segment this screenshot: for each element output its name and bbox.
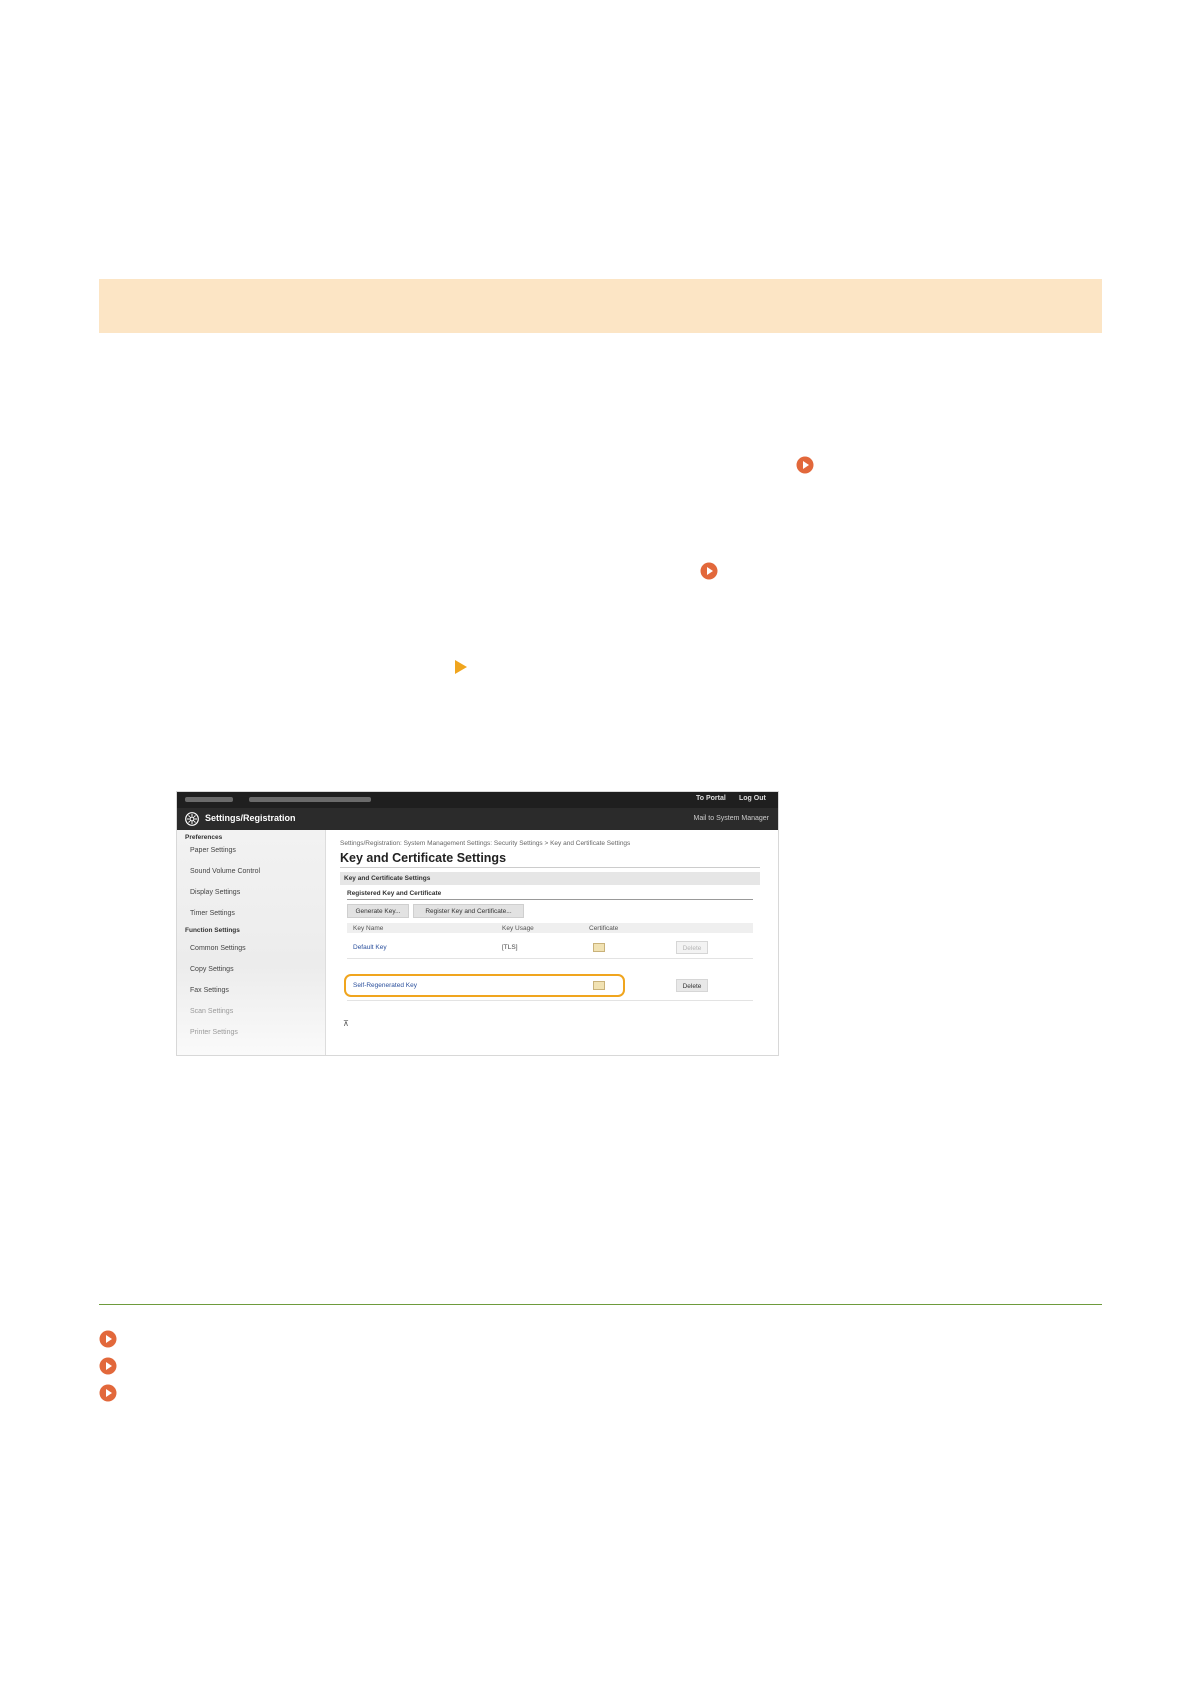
section-bar-label: Key and Certificate Settings (344, 875, 431, 882)
subheading: Registered Key and Certificate (347, 890, 442, 897)
column-header-certificate: Certificate (589, 925, 619, 932)
settings-gear-icon (185, 812, 199, 826)
title-divider (340, 867, 760, 868)
to-portal-link[interactable]: To Portal (696, 795, 726, 802)
page-title: Key and Certificate Settings (340, 851, 507, 865)
delete-button[interactable]: Delete (676, 979, 708, 992)
key-name-link[interactable]: Self-Regenerated Key (353, 982, 417, 989)
certificate-icon[interactable] (593, 943, 605, 952)
sidebar-item-fax-settings[interactable]: Fax Settings (190, 987, 229, 994)
link-arrow-icon[interactable] (796, 456, 814, 474)
subheading-divider (347, 899, 753, 900)
row-divider (347, 1000, 753, 1001)
related-link-arrow-icon[interactable] (99, 1330, 117, 1348)
related-topics-divider (99, 1304, 1102, 1305)
logout-link[interactable]: Log Out (739, 795, 766, 802)
sidebar-item-scan-settings[interactable]: Scan Settings (190, 1008, 234, 1015)
highlight-self-regenerated-key (344, 974, 625, 997)
sidebar-item-display-settings[interactable]: Display Settings (190, 889, 241, 896)
sidebar-item-paper-settings[interactable]: Paper Settings (190, 847, 236, 854)
sidebar-section-function: Function Settings (185, 927, 240, 934)
step-arrow-icon (454, 659, 468, 675)
screenshot-titlebar (177, 808, 778, 830)
column-header-key-usage: Key Usage (502, 925, 534, 932)
sidebar-item-sound-volume[interactable]: Sound Volume Control (190, 868, 261, 875)
register-key-button[interactable]: Register Key and Certificate... (413, 904, 524, 918)
mail-to-manager-link[interactable]: Mail to System Manager (693, 815, 769, 822)
related-link-arrow-icon[interactable] (99, 1357, 117, 1375)
back-to-top-icon[interactable]: ⊼ (343, 1019, 349, 1028)
series-name-blur (249, 797, 371, 802)
product-name-blur (185, 797, 233, 802)
app-title: Settings/Registration (205, 813, 296, 823)
sidebar-item-copy-settings[interactable]: Copy Settings (190, 966, 234, 973)
sidebar-item-common-settings[interactable]: Common Settings (190, 945, 246, 952)
key-usage: [TLS] (502, 944, 518, 951)
sidebar-item-printer-settings[interactable]: Printer Settings (190, 1029, 238, 1036)
screenshot-topbar (177, 792, 778, 808)
delete-button-disabled: Delete (676, 941, 708, 954)
related-link-arrow-icon[interactable] (99, 1384, 117, 1402)
table-header (347, 923, 753, 933)
sidebar-item-timer-settings[interactable]: Timer Settings (190, 910, 235, 917)
breadcrumb: Settings/Registration: System Management Settings: Security Settings > Key and Certificate Settings (340, 840, 631, 847)
section-bar (340, 872, 760, 885)
sidebar-section-preferences: Preferences (185, 834, 223, 841)
generate-key-button[interactable]: Generate Key... (347, 904, 409, 918)
row-divider (347, 958, 753, 959)
settings-main (326, 830, 778, 1055)
settings-sidebar (177, 830, 326, 1055)
key-name-link[interactable]: Default Key (353, 944, 387, 951)
link-arrow-icon[interactable] (700, 562, 718, 580)
column-header-key-name: Key Name (353, 925, 384, 932)
section-heading-banner (99, 279, 1102, 333)
ui-screenshot (177, 792, 778, 1055)
